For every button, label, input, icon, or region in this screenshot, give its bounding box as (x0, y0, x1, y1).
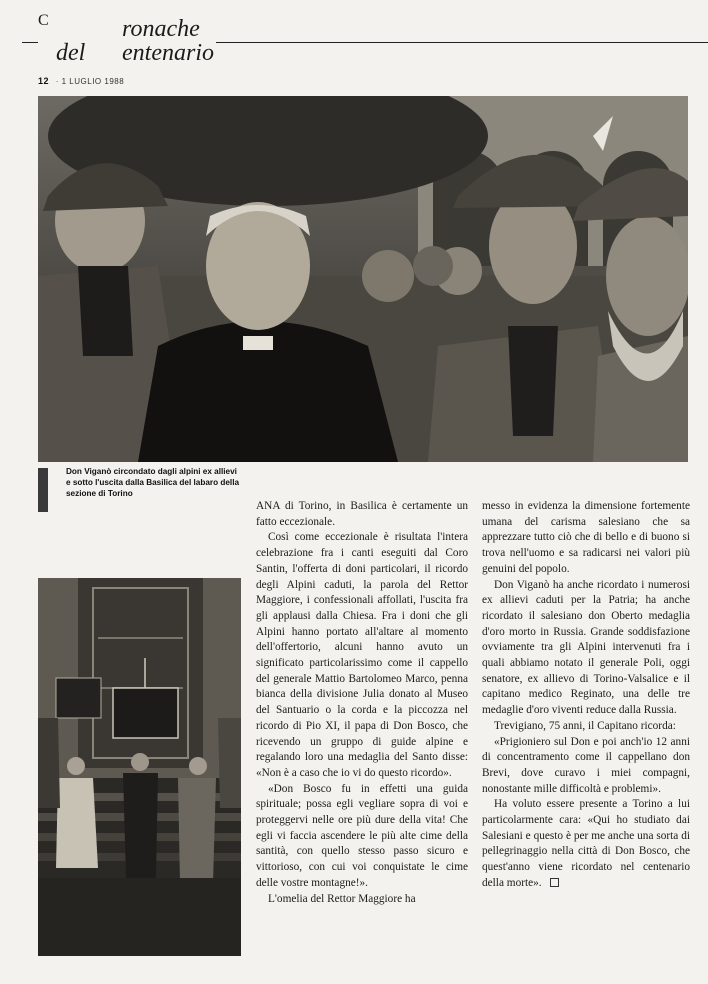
article-paragraph: Don Viganò ha anche ricordato i numerosi ex allievi caduti per la Patria; ha anche ricordato il salesiano don Oberto medaglia d'oro morto in Russia. Grande soddisfazione ovviamente tra gli Alpini intervenuti fra i quali abbiamo notato il generale Poli, oggi senatore, ex allievo di Torino-Valsalice e il capitano medico Reginato, una delle tre medaglie d'oro viventi reduce dalla Russia. (482, 578, 690, 717)
end-of-article-icon (550, 878, 559, 887)
article-column-1 (256, 499, 468, 907)
logo-line3: entenario (122, 40, 214, 66)
article-paragraph: ANA di Torino, in Basilica è certamente un fatto eccezionale. (256, 500, 468, 528)
article-paragraph-text: Ha voluto essere presente a Torino a lui particolarmente cara: «Qui ho studiato dai Salesiani e questo è per me anche una sorta di pellegrinaggio nella città di Don Bosco, che quest'anno viene ricordato nel centenario della morte». (482, 798, 690, 889)
article-paragraph-final (482, 797, 690, 891)
page-info (38, 76, 124, 86)
article-paragraph: Così come eccezionale è risultata l'intera celebrazione fra i canti eseguiti dal Coro Santin, l'offerta di doni particolari, il ricordo degli Alpini caduti, la parola del Rettor Maggiore, i confessionali affollati, l'uscita fra gli applausi dalla Chiesa. Fra i doni che gli Alpini hanno portato all'altare al momento dell'offertorio, alcuni hanno avuto un significato particolarissimo come il cappello del generale Mattio Bartolomeo Marco, penna bianca della divisione Julia donato al Museo del Santuario o la corda e la piccozza nel ricordo di Pio XI, il papa di Don Bosco, che ricevendo un gruppo di guide alpine e regalando loro una medaglia del Santo disse: «Non è a caso che io vi do questo ricordo». (256, 531, 468, 779)
caption-bar (38, 468, 48, 512)
photo-top (38, 96, 688, 462)
logo-line2: del (56, 40, 86, 66)
photo-caption (38, 466, 238, 514)
logo-initial: C (38, 12, 49, 29)
article-paragraph: «Don Bosco fu in effetti una guida spirituale; possa egli vegliare sopra di voi e proteggervi nelle ore più dure della vita! Che egli vi faccia ascendere le più alte cime della santità, con quello stesso passo sicuro e vittorioso, con cui voi conquistate le cime delle vostre montagne!». (256, 782, 468, 889)
issue-date: · 1 LUGLIO 1988 (55, 77, 125, 86)
caption-text: Don Viganò circondato dagli alpini ex allievi e sotto l'uscita dalla Basilica del labaro della sezione di Torino (66, 467, 240, 498)
photo-bottom-image (38, 578, 241, 956)
article-column-2 (482, 499, 690, 892)
photo-top-image (38, 96, 688, 462)
article-paragraph: messo in evidenza la dimensione fortemente umana del carisma salesiano che sa apprezzare tutto ciò che di bello e di buono si trova nell'uomo e sa radicarsi nei valori più genuini del popolo. (482, 500, 690, 575)
page-number: 12 (38, 76, 50, 86)
logo-line1: ronache (122, 16, 200, 42)
article-paragraph: Trevigiano, 75 anni, il Capitano ricorda: (494, 719, 676, 732)
masthead-logo (38, 12, 216, 72)
article-paragraph: «Prigioniero sul Don e poi anch'io 12 anni di concentramento come il cappellano don Brevi, dove curavo i miei compagni, nonostante mille difficoltà e problemi». (482, 735, 690, 795)
article-paragraph: L'omelia del Rettor Maggiore ha (268, 892, 416, 905)
photo-bottom (38, 578, 241, 956)
masthead (22, 12, 708, 70)
